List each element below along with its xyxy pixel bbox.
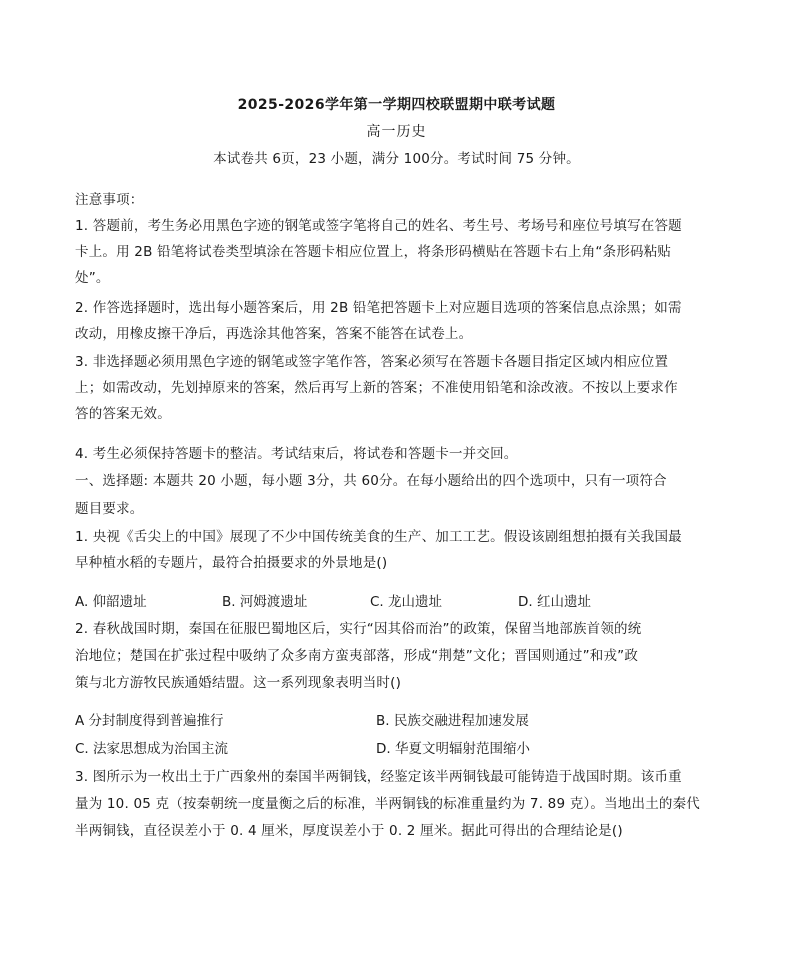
note-2-line-1: 2. 作答选择题时，选出每小题答案后，用 2B 铅笔把答题卡上对应题目选项的答案信息点涂黑；如需 [75, 300, 682, 316]
question-2-option-b: B. 民族交融进程加速发展 [376, 713, 529, 729]
question-1-option-b: B. 河姆渡遗址 [222, 594, 308, 610]
exam-subject: 高一历史 [366, 124, 427, 140]
question-2-stem-line-1: 2. 春秋战国时期，秦国在征服巴蜀地区后，实行“因其俗而治”的政策，保留当地部族首领的统 [75, 621, 642, 637]
note-3-line-3: 答的答案无效。 [75, 406, 171, 422]
exam-info: 本试卷共 6页，23 小题，满分 100分。考试时间 75 分钟。 [213, 151, 580, 167]
question-2-stem-line-2: 治地位；楚国在扩张过程中吸纳了众多南方蛮夷部落，形成“荆楚”文化；晋国则通过”和戎”政 [75, 648, 639, 664]
question-1-option-d: D. 红山遗址 [518, 594, 591, 610]
question-1-stem-line-1: 1. 央视《舌尖上的中国》展现了不少中国传统美食的生产、加工工艺。假设该剧组想拍摄有关我国最 [75, 529, 682, 545]
note-1-line-2: 卡上。用 2B 铅笔将试卷类型填涂在答题卡相应位置上，将条形码横贴在答题卡右上角“条形码粘贴 [75, 244, 672, 260]
note-1-line-1: 1. 答题前，考生务必用黑色字迹的钢笔或签字笔将自己的姓名、考生号、考场号和座位号填写在答题 [75, 218, 682, 234]
question-2-option-c: C. 法家思想成为治国主流 [75, 741, 229, 757]
question-3-stem-line-2: 量为 10. 05 克（按秦朝统一度量衡之后的标准，半两铜钱的标准重量约为 7. 89 克）。当地出土的秦代 [75, 796, 701, 812]
question-2-stem-line-3: 策与北方游牧民族通婚结盟。这一系列现象表明当时() [75, 675, 402, 691]
note-3-line-2: 上；如需改动，先划掉原来的答案，然后再写上新的答案；不准使用铅笔和涂改液。不按以上要求作 [75, 380, 678, 396]
note-4: 4. 考生必须保持答题卡的整洁。考试结束后，将试卷和答题卡一并交回。 [75, 446, 518, 462]
question-1-stem-line-2: 早种植水稻的专题片，最符合拍摄要求的外景地是() [75, 555, 388, 571]
note-2-line-2: 改动，用橡皮擦干净后，再选涂其他答案，答案不能答在试卷上。 [75, 326, 473, 342]
notes-heading: 注意事项： [75, 192, 144, 208]
question-3-stem-line-3: 半两铜钱，直径误差小于 0. 4 厘米，厚度误差小于 0. 2 厘米。据此可得出的合理结论是() [75, 823, 623, 839]
section-1-line-2: 题目要求。 [75, 501, 144, 517]
question-1-option-a: A. 仰韶遗址 [75, 594, 147, 610]
question-2-option-d: D. 华夏文明辐射范围缩小 [376, 741, 530, 757]
note-1-line-3: 处”。 [75, 270, 110, 286]
question-2-option-a: A 分封制度得到普遍推行 [75, 713, 224, 729]
question-1-option-c: C. 龙山遗址 [370, 594, 443, 610]
question-3-stem-line-1: 3. 图所示为一枚出土于广西象州的秦国半两铜钱，经鉴定该半两铜钱最可能铸造于战国时期。该币重 [75, 769, 682, 785]
exam-title: 2025-2026学年第一学期四校联盟期中联考试题 [237, 97, 556, 113]
section-1-line-1: 一、选择题: 本题共 20 小题，每小题 3分，共 60分。在每小题给出的四个选项中，只有一项符合 [75, 473, 667, 489]
note-3-line-1: 3. 非选择题必须用黑色字迹的钢笔或签字笔作答，答案必须写在答题卡各题目指定区域内相应位置 [75, 354, 669, 370]
